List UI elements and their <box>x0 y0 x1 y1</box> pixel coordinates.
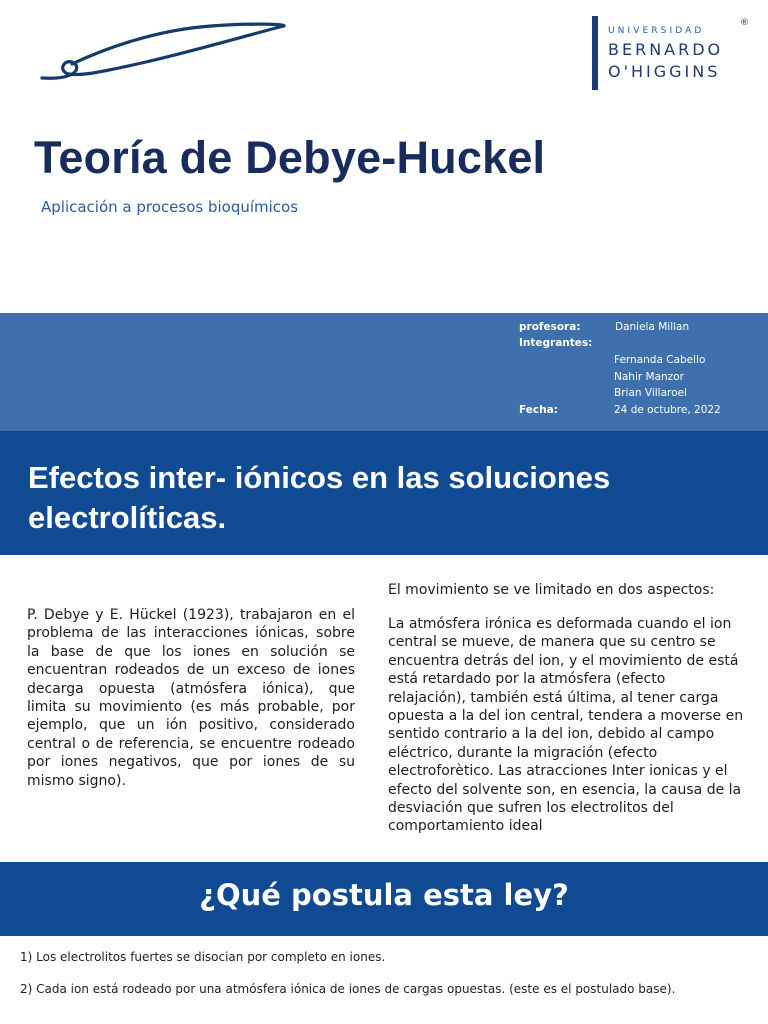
integrantes-label: Integrantes: <box>519 337 593 349</box>
section-title-postula: ¿Qué postula esta ley? <box>199 878 569 912</box>
logo-line-3: O'HIGGINS <box>608 62 721 81</box>
page-subtitle: Aplicación a procesos bioquímicos <box>41 198 299 216</box>
left-paragraph: P. Debye y E. Hückel (1923), trabajaron en el problema de las interacciones iónicas, sobre la base de que los iones en solución se encuentran rodeados de un exceso de iones decarga opuesta (atmósfera iónica), que limita su movimiento (es más probable, por ejemplo, que un ión positivo, considerado central o de referencia, se encuentre rodeado por iones negativos, que por iones de su mismo signo). <box>27 607 355 789</box>
integrante-2: Nahir Manzor <box>614 371 684 383</box>
fecha-label: Fecha: <box>519 404 558 416</box>
swoosh-icon <box>36 18 296 88</box>
integrante-1: Fernanda Cabello <box>614 354 706 366</box>
list-item: 2) Cada ion está rodeado por una atmósfera iónica de iones de cargas opuestas. (este es el postulado base). <box>20 982 676 996</box>
logo-line-2: BERNARDO <box>608 40 724 59</box>
logo-bar <box>592 16 598 90</box>
page-title: Teoría de Debye-Huckel <box>34 132 546 183</box>
profesora-value: Daniela Millan <box>615 321 690 333</box>
section-title-efectos: Efectos inter- iónicos en las soluciones electrolíticas. <box>28 460 611 535</box>
section-banner-postula <box>0 862 768 936</box>
integrante-3: Brian Villaroel <box>614 387 687 399</box>
right-paragraph: La atmósfera irónica es deformada cuando el ion central se mueve, de manera que su centro se encuentra detrás del ion, y el movimiento de está está retardado por la atmósfera (efecto relajación), también está última, al tener carga opuesta a la del ion central, tendera a moverse en sentido contrario a la del ion, debido al campo eléctrico, durante la migración (efecto electroforètico. Las atracciones Inter ionicas y el efecto del solvente son, en esencia, la causa de la desviación que sufren los electrolitos del comportamiento ideal <box>388 616 744 835</box>
fecha-value: 24 de octubre, 2022 <box>614 404 721 416</box>
registered-mark: ® <box>740 18 749 28</box>
list-item: 1) Los electrolitos fuertes se disocian por completo en iones. <box>20 950 386 964</box>
logo-line-1: UNIVERSIDAD <box>608 26 705 36</box>
university-logo <box>592 16 762 92</box>
section-banner-efectos <box>0 431 768 555</box>
profesora-label: profesora: <box>519 321 581 333</box>
info-band <box>0 313 768 431</box>
right-intro: El movimiento se ve limitado en dos aspectos: <box>388 582 715 598</box>
